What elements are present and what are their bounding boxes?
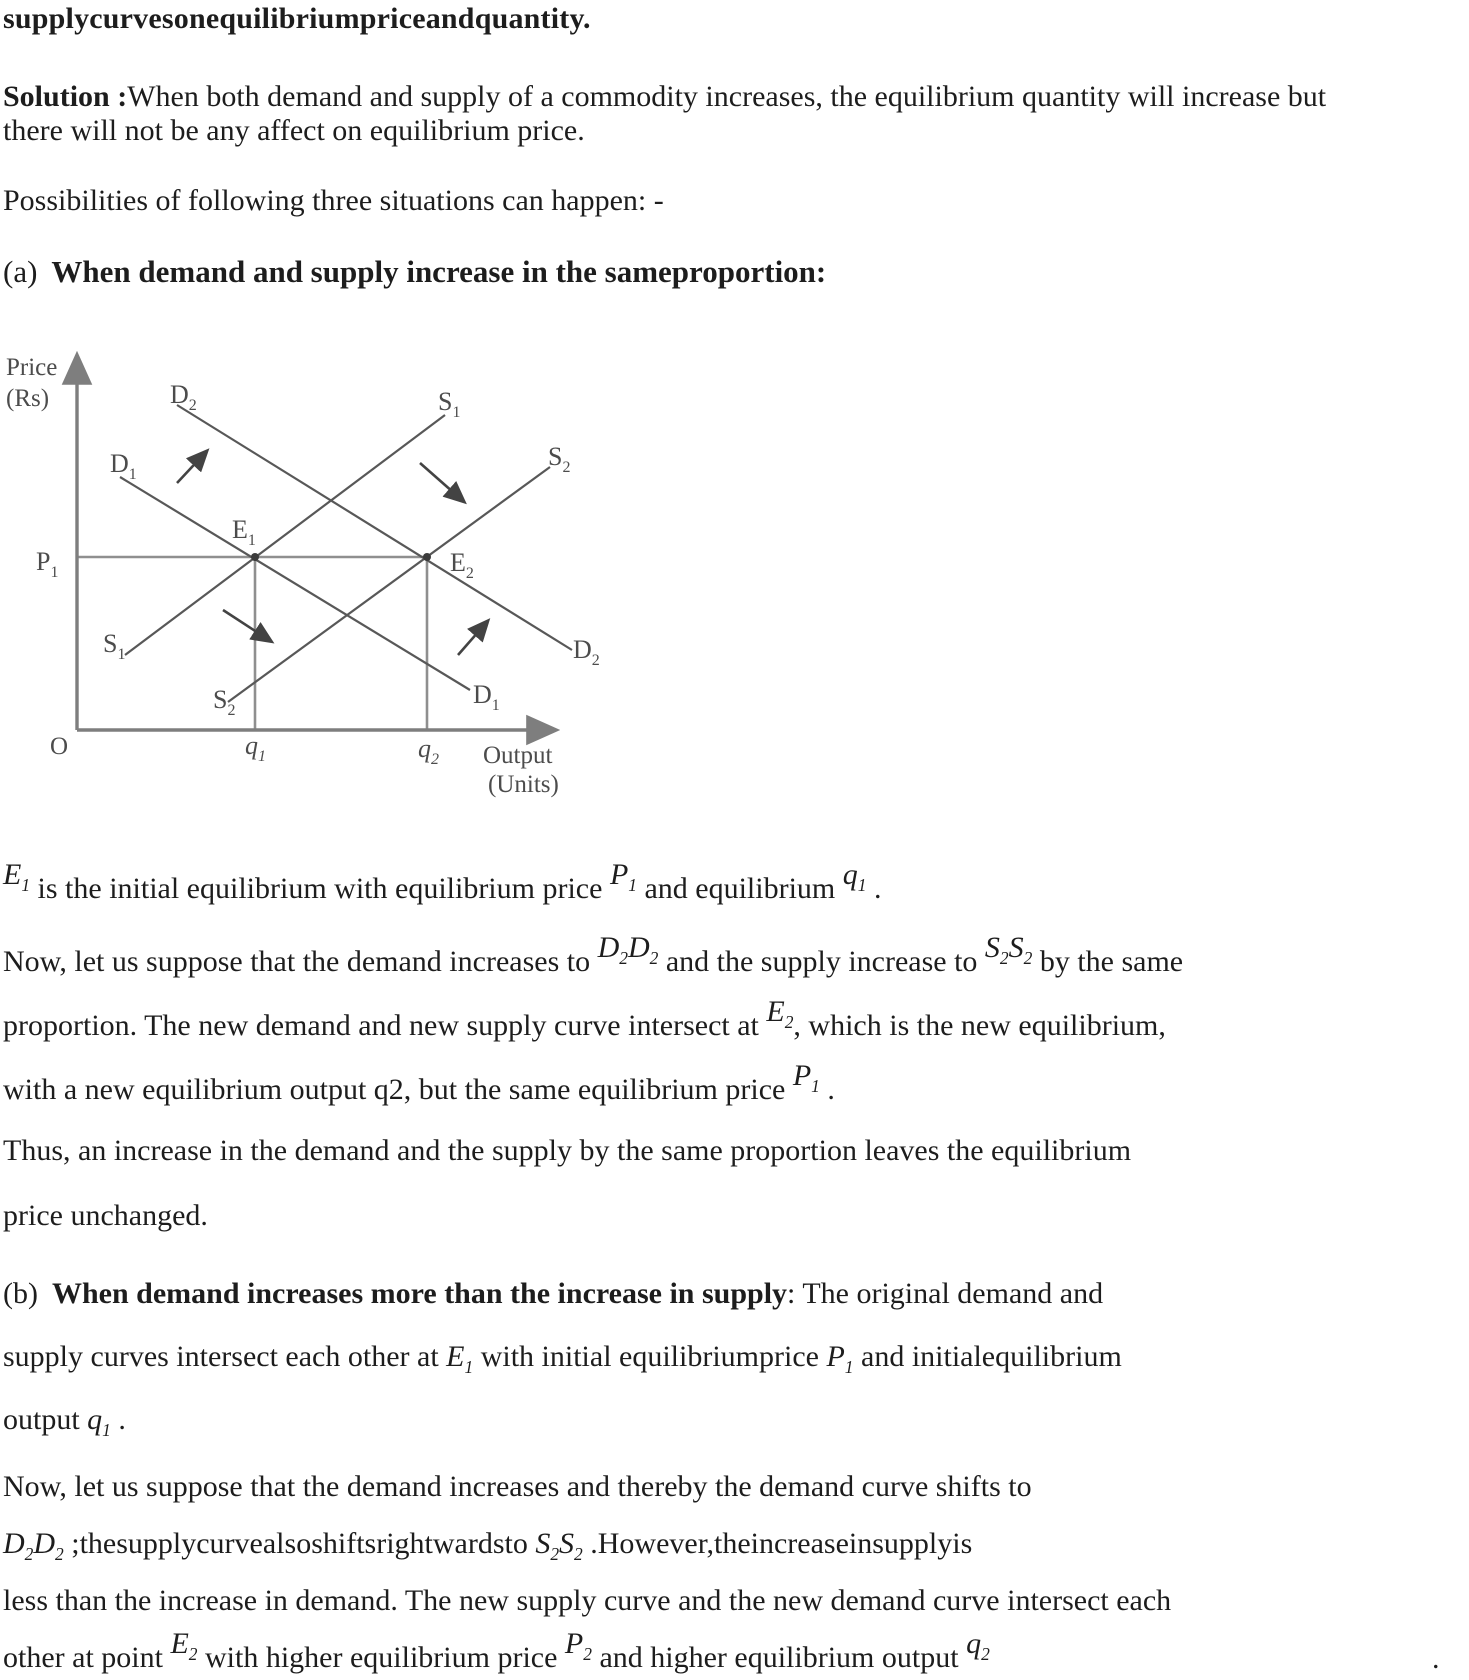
s2-label-bottom: $S_2$ xyxy=(213,685,236,719)
section-a-heading-bold: When demand and supply increase in the sameproportion xyxy=(51,254,816,289)
math-e1: $E_1$ xyxy=(3,858,31,895)
supply-curve-s1 xyxy=(125,415,445,655)
section-b-heading-bold: When demand increases more than the increase in supply xyxy=(51,1277,788,1310)
q1-label: $q_1$ xyxy=(245,731,266,765)
diagram-svg xyxy=(0,345,625,810)
solution-text-line1: When both demand and supply of a commodity increases, the equilibrium quantity will increase but xyxy=(127,80,1327,113)
paragraph-e1-equilibrium: $E_1$ is the initial equilibrium with equilibrium price $P_1$ and equilibrium $q_1$ . xyxy=(3,858,882,905)
document-title: supplycurvesonequilibriumpriceandquantity. xyxy=(3,2,591,35)
supply-demand-diagram xyxy=(0,345,625,818)
s1-label-top: $S_1$ xyxy=(438,387,461,421)
math-p1-inline: $P_1$ xyxy=(826,1340,854,1377)
s1-label-bottom: $S_1$ xyxy=(103,629,126,663)
math-q2: $q_2$ xyxy=(966,1627,990,1664)
section-b-marker: (b) xyxy=(3,1277,38,1310)
math-s2s2: $S_2S_2$ xyxy=(984,931,1033,968)
math-s2s2-inline: $S_2S_2$ xyxy=(535,1527,583,1564)
q2-label: $q_2$ xyxy=(418,734,439,768)
equilibrium-point-e1 xyxy=(251,553,259,561)
math-d2d2: $D_2D_2$ xyxy=(597,931,659,968)
solution-paragraph xyxy=(3,80,1469,148)
section-a-heading xyxy=(3,254,826,290)
math-e2-2: $E_2$ xyxy=(170,1627,198,1664)
section-a-marker: (a) xyxy=(3,254,38,289)
demand-shift-arrow-top xyxy=(177,453,205,483)
paragraph-thus: Thus, an increase in the demand and the supply by the same proportion leaves the equilibrium price unchanged. xyxy=(3,1134,1132,1232)
section-a-colon: : xyxy=(815,254,827,289)
paragraph-same-proportion: Now, let us suppose that the demand increases to $D_2D_2$ and the supply increase to $S_2S_2$ by the same proportion. The new demand and new supply curve intersect at $E_2$, which is the new equilibrium, with a new equilibrium output q2, but the same equilibrium price $P_1$ . xyxy=(3,931,1184,1106)
solution-text-line2: there will not be any affect on equilibrium price. xyxy=(3,114,585,147)
math-e2: $E_2$ xyxy=(766,995,794,1032)
math-q1: $q_1$ xyxy=(842,858,867,895)
x-axis-label-output: Output xyxy=(483,742,553,769)
s2-label-top: $S_2$ xyxy=(548,442,571,476)
math-d2d2-inline: $D_2D_2$ xyxy=(3,1527,64,1564)
section-b-paragraph: (b) When demand increases more than the increase in supply: The original demand and supply curves intersect each other at $E_1$ with initial equilibriumprice $P_1$ and initialequilibrium output $q_1$ . xyxy=(3,1262,1469,1451)
y-axis-label-rs: (Rs) xyxy=(6,385,50,412)
d1-label-top: $D_1$ xyxy=(110,449,137,483)
math-e1-inline: $E_1$ xyxy=(446,1340,474,1377)
p1-label: $P_1$ xyxy=(36,547,59,581)
math-p2: $P_2$ xyxy=(564,1627,592,1664)
paragraph-demand-more: Now, let us suppose that the demand increases and thereby the demand curve shifts to $D_2D_2$ ;thesupplycurvealsoshiftsrightwardsto $S_2S_2$ .However,theincreaseinsupplyis less than the increase in demand. The new supply curve and the new demand curve intersect each other at point $E_2$ with higher equilibrium price $P_2$ and higher equilibrium output $q_2$ xyxy=(3,1470,1172,1674)
e2-label: $E_2$ xyxy=(450,548,474,582)
math-p1-2: $P_1$ xyxy=(792,1059,820,1096)
math-q1-inline: $q_1$ xyxy=(87,1403,111,1440)
y-axis-label-price: Price xyxy=(6,354,58,381)
e1-label: $E_1$ xyxy=(232,515,256,549)
supply-shift-arrow-bottom xyxy=(223,610,269,640)
origin-label: O xyxy=(50,733,69,760)
d2-label-bottom: $D_2$ xyxy=(573,635,600,669)
math-p1: $P_1$ xyxy=(609,858,637,895)
d1-label-bottom: $D_1$ xyxy=(473,680,500,714)
solution-label: Solution : xyxy=(3,80,128,113)
demand-shift-arrow-bottom xyxy=(458,623,486,655)
x-axis-label-units: (Units) xyxy=(488,771,559,798)
possibilities-line: Possibilities of following three situations can happen: - xyxy=(3,184,664,217)
demand-curve-d1 xyxy=(120,477,470,690)
supply-shift-arrow-top xyxy=(420,463,462,500)
supply-curve-s2 xyxy=(228,467,550,702)
equilibrium-point-e2 xyxy=(423,553,431,561)
d2-label-top: $D_2$ xyxy=(170,380,197,414)
trailing-period: . xyxy=(1432,1642,1440,1675)
